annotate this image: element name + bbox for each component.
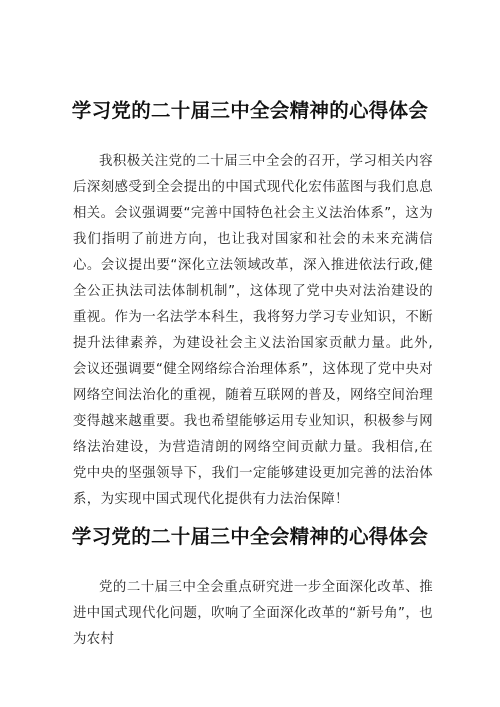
section-title: 学习党的二十届三中全会精神的心得体会 — [71, 525, 429, 548]
section-body: 党的二十届三中全会重点研究进一步全面深化改革、推进中国式现代化问题，吹响了全面深化改革的“新号角”，也为农村 — [73, 580, 433, 647]
section-body: 我积极关注党的二十届三中全会的召开，学习相关内容后深刻感受到全会提出的中国式现代化宏伟蓝图与我们息息相关。会议强调要“完善中国特色社会主义法治体系”，这为我们指明了前进方向，也让我对国家和社会的未来充满信心。会议提出要“深化立法领域改革，深入推进依法行政,健全公正执法司法体制机制”，这体现了党中央对法治建设的重视。作为一名法学本科生，我将努力学习专业知识，不断提升法律素养，为建设社会主义法治国家贡献力量。此外,会议还强调要“健全网络综合治理体系”，这体现了党中央对网络空间法治化的重视，随着互联网的普及，网络空间治理变得越来越重要。我也希望能够运用专业知识，积极参与网络法治建设，为营造清朗的网络空间贡献力量。我相信,在党中央的坚强领导下，我们一定能够建设更加完善的法治体系，为实现中国式现代化提供有力法治保障！ — [73, 154, 433, 507]
section-title: 学习党的二十届三中全会精神的心得体会 — [71, 99, 429, 122]
